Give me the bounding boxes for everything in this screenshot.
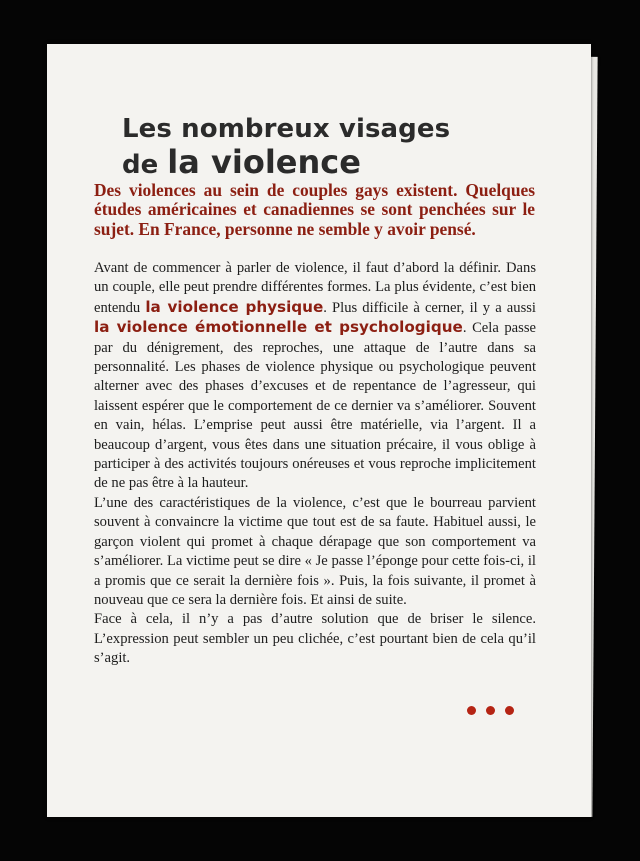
body-paragraph-1: [94, 259, 536, 494]
title-line-2: [122, 143, 450, 181]
page-title: [122, 114, 451, 181]
printed-page: [47, 44, 591, 817]
dot-icon: [467, 706, 476, 715]
title-violence: la violence: [167, 143, 361, 181]
article-body: [94, 259, 536, 669]
p1-text-before: Avant de commencer à parler de violence, il faut d’abord la définir. Dans un couple, elle peut prendre différentes formes. La plus évidente, c’est bien entendu: [94, 260, 536, 316]
lede-paragraph: Des violences au sein de couples gays existent. Quelques études américaines et canadiennes se sont penchées sur le sujet. En France, personne ne semble y avoir pensé.: [94, 180, 535, 239]
body-paragraph-2: L’une des caractéristiques de la violence, c’est que le bourreau parvient souvent à convaincre la victime que tout est de sa faute. Habituel aussi, le garçon violent qui promet à chaque dérapage que son comportement va s’améliorer. La victime peut se dire « Je passe l’éponge pour cette fois-ci, il a promis que ce serait la dernière fois ». Puis, la fois suivante, il promet à nouveau que ce sera la dernière fois. Et ainsi de suite.: [94, 494, 536, 608]
dot-icon: [505, 706, 514, 715]
body-paragraph-3: Face à cela, il n’y a pas d’autre solution que de briser le silence. L’expression peut sembler un peu clichée, c’est pourtant bien de cela qu’il s’agit.: [94, 611, 536, 667]
continuation-dots: [467, 706, 514, 715]
title-de: de: [122, 150, 168, 180]
highlight-physical-violence: la violence physique: [145, 297, 324, 316]
dot-icon: [486, 706, 495, 715]
title-line-1: Les nombreux visages: [122, 114, 451, 144]
p1-text-middle: . Plus difficile à cerner, il y a aussi: [323, 299, 536, 316]
p1-text-after: . Cela passe par du dénigrement, des reproches, une attaque de l’autre dans sa personnalité. Les phases de violence physique ou psychologique peuvent alterner avec des phases d’excuses et de repentance de l’agresseur, qui laissent espérer que le comportement de ce dernier va s’améliorer. Souvent en vain, hélas. L’emprise peut aussi être matérielle, via l’argent. Il a beaucoup d’argent, vous êtes dans une situation précaire, il vous oblige à participer à des activités toujours onéreuses et vous reproche implicitement de ne pas être à la hauteur.: [94, 320, 536, 492]
highlight-emotional-violence: la violence émotionnelle et psychologique: [94, 318, 463, 337]
